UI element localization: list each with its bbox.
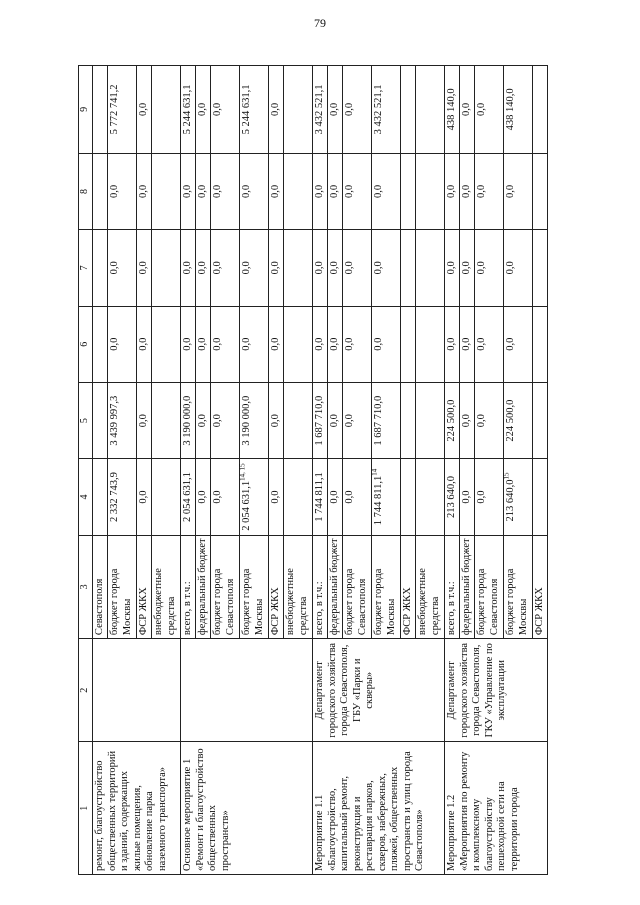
amount-value [328,307,343,382]
funding-source: внебюджетные средства [285,568,309,636]
amount-value [196,307,211,382]
amount-value [372,383,401,458]
funding-source: федеральный бюджет [328,536,343,638]
amount-value [372,154,401,229]
amount-value [181,307,196,382]
executor: Департамент городского хозяйства города Севастополя, ГБУ «Парки и скверы» [313,639,445,742]
amount-text: 0,0 [461,414,472,428]
amount-text: 0,0 [314,261,325,275]
amount-value [504,459,533,534]
amount-text: 0,0 [461,261,472,275]
amount-value [196,154,211,229]
amount-value [137,383,152,458]
amount-text: 0,0 [446,184,457,199]
amount-value [372,459,401,534]
amount-text: 0,0 [270,102,281,116]
funding-sources [93,535,181,638]
amount-value [401,230,416,305]
amount-value [240,307,269,382]
amount-value [108,383,137,458]
amount-value [137,154,152,229]
funding-source: бюджет города Москвы [108,536,137,638]
amount-text: 5 772 741,2 [109,84,120,135]
table-row [445,66,548,875]
amount-value [475,307,504,382]
amount-text: 0,0 [197,337,208,351]
col-header: 2 [79,639,93,742]
amount-text: 224 500,0 [505,399,516,442]
amount-text: 0,0 [476,414,487,428]
amount-value [269,66,284,153]
amount-value [152,383,180,458]
amount-value [533,230,547,305]
amount-v5 [445,382,548,458]
amount-value [211,307,240,382]
amount-text: 0,0 [344,102,355,116]
funding-source: внебюджетные средства [417,568,441,636]
amount-text: 1 687 710,0 [314,395,325,446]
funding-source: бюджет города Севастополя [475,536,504,638]
amount-text: 0,0 [197,102,208,116]
amount-v8 [313,153,445,229]
funding-source: внебюджетные средства [153,568,177,636]
amount-v9 [181,66,313,154]
amount-value [445,230,460,305]
amount-value [196,383,211,458]
col-header: 5 [79,382,93,458]
amount-text: 0,0 [212,102,223,116]
amount-value [475,66,504,153]
amount-value [372,230,401,305]
amount-text: 3 190 000,0 [241,395,252,446]
amount-text: 0,0 [212,261,223,275]
amount-v4 [445,459,548,535]
amount-value [93,66,108,153]
amount-text: 0,0 [197,414,208,428]
amount-value [181,230,196,305]
amount-value [196,66,211,153]
amount-value [108,230,137,305]
amount-value [211,230,240,305]
amount-value [211,66,240,153]
amount-text: 0,0 [446,261,457,275]
amount-value [269,230,284,305]
amount-text: 0,0 [505,261,516,275]
amount-value [475,154,504,229]
amount-value [445,66,460,153]
budget-table [78,65,548,875]
amount-text: 0,0 [138,337,149,351]
measure-name: Мероприятие 1.1 «Благоустройство, капитальный ремонт, реконструкция и реставрация парков, скверов, набережных, пляжей, общественных пространств и улиц города Севастополя» [313,742,445,875]
funding-source: бюджет города Севастополя [343,536,372,638]
amount-text: 0,0 [109,184,120,199]
amount-text: 0,0 [476,337,487,351]
amount-text: 0,0 [344,490,355,504]
amount-value [108,307,137,382]
footnote-ref: 15 [502,472,511,480]
amount-text: 0,0 [212,337,223,351]
footnote-ref: 14, 15 [238,463,247,481]
amount-text: 3 439 997,3 [109,395,120,446]
amount-text: 0,0 [138,414,149,428]
amount-text: 0,0 [461,490,472,504]
measure-name: Основное мероприятие 1 «Ремонт и благоустройство общественных пространств» [181,742,313,875]
amount-text: 5 244 631,1 [182,84,193,135]
amount-text: 0,0 [446,337,457,351]
amount-value [313,66,328,153]
amount-text: 0,0 [109,337,120,351]
amount-value [416,383,444,458]
funding-sources [181,535,313,638]
amount-value [196,230,211,305]
col-header: 6 [79,306,93,382]
amount-value [328,230,343,305]
amount-text: 0,0 [270,414,281,428]
col-header: 9 [79,66,93,154]
amount-value [416,66,444,153]
amount-text: 0,0 [197,261,208,275]
amount-value [313,383,328,458]
amount-value [328,66,343,153]
amount-text: 0,0 [476,102,487,116]
amount-value [343,307,372,382]
amount-v9 [93,66,181,154]
amount-text: 2 054 631,1 [182,472,193,522]
measure-name: ремонт, благоустройство общественных территорий и зданий, содержащих жилые помещения, обновление парка наземного транспорта» [93,742,181,875]
amount-value [475,383,504,458]
amount-v4 [93,459,181,535]
amount-v5 [93,382,181,458]
amount-text: 0,0 [329,184,340,199]
amount-text: 1 744 811,1 [314,472,325,522]
col-header: 1 [79,742,93,875]
amount-value [504,230,533,305]
amount-text: 0,0 [241,184,252,199]
amount-value [533,154,547,229]
amount-value [313,154,328,229]
table-body [93,66,548,875]
funding-sources [313,535,445,638]
funding-source: бюджет города Севастополя [211,536,240,638]
amount-text: 0,0 [270,490,281,504]
amount-value [401,66,416,153]
amount-value [152,307,180,382]
funding-source: федеральный бюджет [196,536,211,638]
col-header: 3 [79,535,93,638]
amount-value [108,154,137,229]
amount-value [284,154,312,229]
amount-v7 [313,230,445,306]
amount-value [504,307,533,382]
amount-text: 0,0 [270,184,281,199]
amount-text: 0,0 [212,184,223,199]
amount-value [401,459,416,534]
amount-value [372,307,401,382]
amount-text: 1 687 710,0 [373,395,384,446]
funding-source: ФСР ЖКХ [137,536,152,638]
funding-source: всего, в т.ч.: [313,536,328,638]
amount-text: 0,0 [212,414,223,428]
amount-text: 0,0 [197,184,208,199]
amount-value [343,230,372,305]
amount-v4 [181,459,313,535]
amount-v7 [445,230,548,306]
amount-text: 0,0 [212,490,223,504]
col-header: 7 [79,230,93,306]
amount-text: 3 432 521,1 [373,84,384,135]
amount-text: 0,0 [270,261,281,275]
footnote-ref: 14 [370,468,379,476]
amount-value [416,154,444,229]
page-number: 79 [314,16,326,30]
amount-text: 0,0 [182,184,193,199]
amount-text: 0,0 [476,184,487,199]
amount-value [475,459,504,534]
amount-value [504,383,533,458]
amount-text: 0,0 [314,184,325,199]
amount-value [401,154,416,229]
amount-text: 0,0 [138,261,149,275]
amount-value [416,230,444,305]
amount-value [284,459,312,534]
funding-source: бюджет города Москвы [504,536,533,638]
amount-text: 0,0 [461,184,472,199]
amount-text: 0,0 [197,490,208,504]
amount-text: 1 744 811,1 [373,475,384,526]
amount-text: 0,0 [344,414,355,428]
amount-value [93,230,108,305]
amount-value [284,230,312,305]
executor [93,639,181,742]
amount-text: 0,0 [373,184,384,199]
amount-value [533,459,547,534]
amount-value [313,230,328,305]
amount-text: 0,0 [344,261,355,275]
amount-text: 0,0 [344,337,355,351]
amount-text: 0,0 [505,184,516,199]
amount-value [137,307,152,382]
amount-text: 213 640,0 [446,476,457,519]
amount-value [93,154,108,229]
funding-source: федеральный бюджет [460,536,475,638]
amount-value [533,66,547,153]
amount-value [533,383,547,458]
table-row [181,66,313,875]
amount-value [181,459,196,534]
funding-sources [445,535,548,638]
amount-text: 0,0 [314,337,325,351]
executor: Департамент городского хозяйства города Севастополя, ГКУ «Управление по эксплуатации [445,639,548,742]
amount-value [93,383,108,458]
amount-text: 0,0 [241,261,252,275]
amount-text: 0,0 [373,337,384,351]
amount-value [416,307,444,382]
amount-text: 224 500,0 [446,399,457,442]
amount-text: 0,0 [461,337,472,351]
amount-value [504,154,533,229]
amount-value [460,66,475,153]
table-row [313,66,445,875]
amount-v7 [181,230,313,306]
amount-text: 0,0 [138,490,149,504]
funding-source: ФСР ЖКХ [269,536,284,638]
amount-value [284,383,312,458]
amount-text: 0,0 [182,337,193,351]
funding-source: бюджет города Москвы [240,536,269,638]
amount-text: 2 332 743,9 [109,472,120,522]
amount-value [137,459,152,534]
amount-value [343,383,372,458]
table-row [93,66,181,875]
amount-text: 438 140,0 [446,88,457,131]
amount-value [211,154,240,229]
amount-value [152,459,180,534]
amount-value [269,383,284,458]
amount-value [93,307,108,382]
amount-value [313,307,328,382]
amount-value [343,154,372,229]
amount-value [240,383,269,458]
column-number-row [79,66,93,875]
amount-value [240,154,269,229]
amount-value [328,154,343,229]
amount-v7 [93,230,181,306]
amount-value [196,459,211,534]
amount-text: 438 140,0 [505,88,516,131]
amount-text: 0,0 [329,337,340,351]
measure-name: Мероприятие 1.2 «Мероприятия по ремонту и комплексному благоустройству пешеходной сети на территории города [445,742,548,875]
amount-text: 3 432 521,1 [314,84,325,135]
funding-source: Севастополя [93,536,108,638]
rotated-table-container [78,65,578,875]
amount-value [460,383,475,458]
amount-value [416,459,444,534]
amount-value [137,230,152,305]
amount-value [152,154,180,229]
amount-text: 5 244 631,1 [241,84,252,135]
executor [181,639,313,742]
funding-source: ФСР ЖКХ [534,587,545,636]
amount-v9 [445,66,548,154]
amount-text: 0,0 [461,102,472,116]
amount-text: 0,0 [241,337,252,351]
amount-value [445,459,460,534]
amount-text: 0,0 [373,261,384,275]
amount-value [284,307,312,382]
amount-text: 0,0 [329,102,340,116]
amount-v8 [445,153,548,229]
amount-value [181,154,196,229]
amount-v8 [93,153,181,229]
amount-value [108,66,137,153]
amount-value [137,66,152,153]
amount-v5 [313,382,445,458]
col-header: 8 [79,153,93,229]
amount-value [313,459,328,534]
amount-text: 0,0 [505,337,516,351]
amount-value [445,307,460,382]
amount-v6 [181,306,313,382]
amount-v6 [93,306,181,382]
amount-value [240,459,269,534]
amount-value [401,307,416,382]
amount-value [152,230,180,305]
amount-value [445,154,460,229]
amount-value [269,154,284,229]
amount-value [211,383,240,458]
amount-value [533,307,547,382]
amount-value [181,66,196,153]
amount-v6 [445,306,548,382]
amount-text: 0,0 [329,490,340,504]
amount-text: 3 190 000,0 [182,395,193,446]
amount-text: 0,0 [476,490,487,504]
amount-value [328,459,343,534]
amount-value [328,383,343,458]
amount-value [460,459,475,534]
amount-value [152,66,180,153]
amount-value [343,66,372,153]
amount-v8 [181,153,313,229]
amount-value [269,459,284,534]
amount-value [284,66,312,153]
amount-text: 0,0 [109,261,120,275]
amount-value [211,459,240,534]
amount-text: 0,0 [476,261,487,275]
amount-v4 [313,459,445,535]
amount-value [504,66,533,153]
funding-source: всего, в т.ч.: [181,536,196,638]
amount-text: 0,0 [138,184,149,199]
amount-text: 0,0 [344,184,355,199]
col-header: 4 [79,459,93,535]
funding-source: ФСР ЖКХ [401,536,416,638]
amount-value [181,383,196,458]
amount-value [93,459,108,534]
amount-value [401,383,416,458]
amount-text: 2 054 631,1 [241,480,252,531]
amount-value [269,307,284,382]
amount-text: 0,0 [270,337,281,351]
amount-text: 0,0 [138,102,149,116]
amount-value [460,154,475,229]
amount-text: 213 640,0 [505,479,516,522]
amount-value [372,66,401,153]
amount-value [240,66,269,153]
amount-text: 0,0 [329,414,340,428]
amount-value [445,383,460,458]
amount-value [460,307,475,382]
amount-value [343,459,372,534]
amount-value [475,230,504,305]
funding-source: всего, в т.ч.: [445,536,460,638]
amount-v6 [313,306,445,382]
amount-value [108,459,137,534]
funding-source: бюджет города Москвы [372,536,401,638]
amount-value [460,230,475,305]
amount-text: 0,0 [329,261,340,275]
amount-text: 0,0 [182,261,193,275]
amount-v5 [181,382,313,458]
amount-value [240,230,269,305]
amount-v9 [313,66,445,154]
